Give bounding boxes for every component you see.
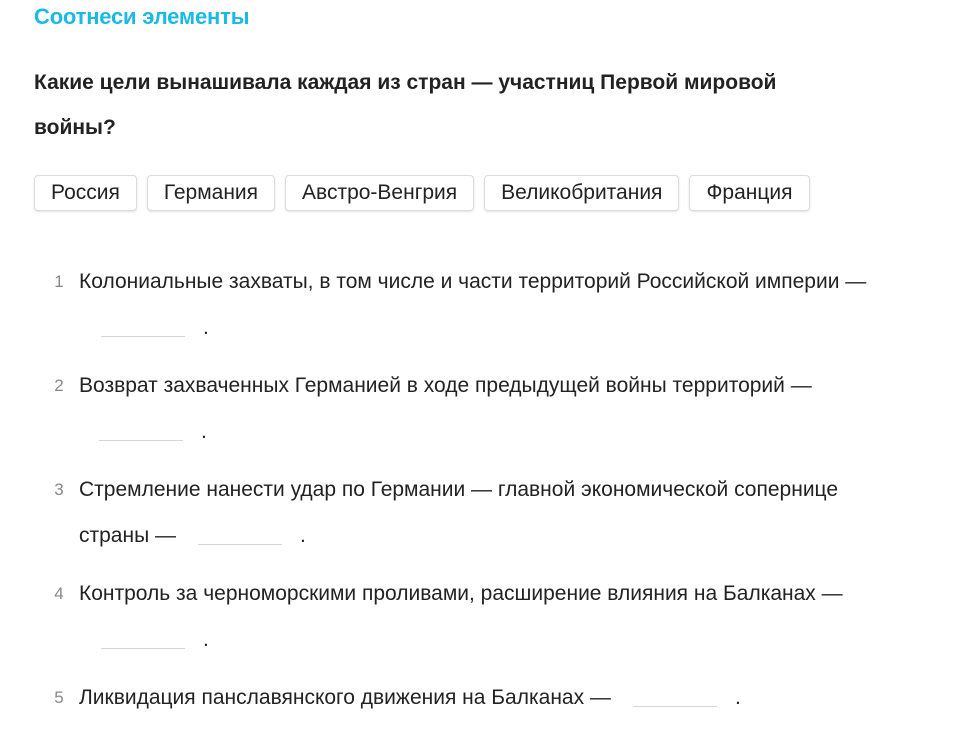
item-number: 1 [54,272,64,291]
item-text: Колониальные захваты, в том числе и части территорий Российской империи — [79,270,867,293]
list-item [0,571,960,663]
item-end-period: . [203,628,209,651]
answer-drop-slot-2[interactable] [99,420,183,441]
item-end-period: . [300,524,306,547]
option-chip-austria-hungary[interactable]: Австро-Венгрия [285,175,474,211]
answer-drop-slot-5[interactable] [633,686,717,707]
option-chip-france[interactable]: Франция [689,175,809,211]
item-text: Возврат захваченных Германией в ходе предыдущей войны территорий — [79,374,812,397]
item-text: Стремление нанести удар по Германии — главной экономической сопернице страны — [79,478,839,547]
item-text: Ликвидация панславянского движения на Балканах — [79,686,611,709]
answer-drop-slot-1[interactable] [101,316,185,337]
item-text: Контроль за черноморскими проливами, расширение влияния на Балканах — [79,582,843,605]
list-item [0,363,960,455]
options-bank [34,175,810,211]
item-number: 3 [54,480,64,499]
item-number: 5 [54,688,64,707]
answer-drop-slot-4[interactable] [101,628,185,649]
matching-list [0,259,960,733]
answer-drop-slot-3[interactable] [198,524,282,545]
question-text: Какие цели вынашивала каждая из стран — участниц Первой мировой войны? [34,71,777,139]
item-end-period: . [734,686,741,709]
item-number: 2 [54,376,64,395]
option-chip-russia[interactable]: Россия [34,175,137,211]
list-item [0,467,960,559]
list-item [0,675,960,721]
item-number: 4 [54,584,64,603]
option-chip-germany[interactable]: Германия [147,175,275,211]
item-end-period: . [203,316,209,339]
item-end-period: . [201,420,207,443]
option-chip-great-britain[interactable]: Великобритания [484,175,679,211]
task-title: Соотнеси элементы [34,4,250,29]
list-item [0,259,960,351]
